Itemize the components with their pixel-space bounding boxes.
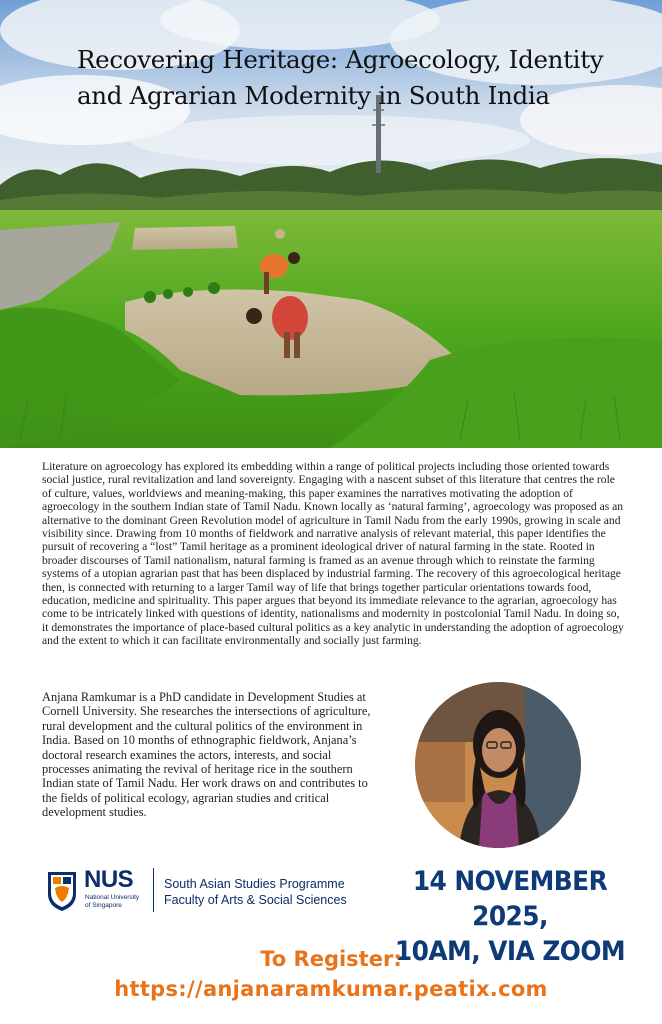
registration-block (0, 944, 662, 1004)
nus-subtitle (85, 894, 145, 909)
hero-photo-rice-paddy (0, 0, 662, 448)
abstract-text: Literature on agroecology has explored its embedding within a range of political projects including those oriented towards social justice, rural revitalization and land sovereignty. Engaging with a nascent subset of this literature that centres the role of culture, values, worldviews and meaning-making, this paper examines the narratives motivating the adoption of agroecology in the southern Indian state of Tamil Nadu. Known locally as ‘natural farming’, agroecology was proposed as an alternative to the dominant Green Revolution model of agriculture in Tamil Nadu from the early 1990s, growing in scale and visibility since. Drawing from 10 months of fieldwork and narrative analysis of relevant material, this paper identifies the pursuit of recovering a “lost” Tamil heritage as a prominent ideological driver of natural farming in the state. Rooted in broader discourses of Tamil nationalism, natural farming is framed as an avenue through which to reinstate the farming systems of a utopian agrarian past that has been displaced by industrial farming. The recovery of this agroecological heritage then, is connected with returning to a larger Tamil way of life that brings together particular orientations towards food, education, medicine and spirituality. This paper argues that beyond its immediate relevance to the agrarian, agroecology has come to be intricately linked with questions of identity, nationalisms and modernity in postcolonial Tamil Nadu. In doing so, it demonstrates the importance of place-based cultural politics as a key analytic in understanding the adoption of agroecology and the extent to which it can facilitate environmentally and socially just farming. (42, 460, 624, 648)
programme-name (164, 876, 374, 908)
nus-subtitle-line: of Singapore (85, 901, 122, 909)
event-time-venue: 10AM, VIA ZOOM (394, 936, 626, 967)
nus-logo-block (46, 866, 366, 916)
speaker-portrait (415, 682, 581, 848)
programme-line: South Asian Studies Programme (164, 877, 345, 891)
register-link[interactable]: https://anjanaramkumar.peatix.com (114, 977, 548, 1001)
event-date: 14 NOVEMBER 2025, (412, 866, 608, 932)
nus-wordmark: NUS (84, 866, 134, 893)
faculty-line: Faculty of Arts & Social Sciences (164, 893, 347, 907)
register-label: To Register: (260, 947, 402, 971)
speaker-bio: Anjana Ramkumar is a PhD candidate in Development Studies at Cornell University. She researches the intersections of agriculture, rural development and the cultural politics of the environment in India. Based on 10 months of ethnographic fieldwork, Anjana’s doctoral research examines the actors, interests, and social processes animating the revival of heritage rice in the southern Indian state of Tamil Nadu. Her work draws on and contributes to the fields of political ecology, agrarian studies and critical development studies. (42, 690, 371, 820)
nus-crest-icon (46, 870, 78, 912)
nus-subtitle-line: National University (85, 894, 140, 901)
event-title: Recovering Heritage: Agroecology, Identity and Agrarian Modernity in South India (77, 45, 604, 110)
logo-divider (153, 868, 154, 912)
